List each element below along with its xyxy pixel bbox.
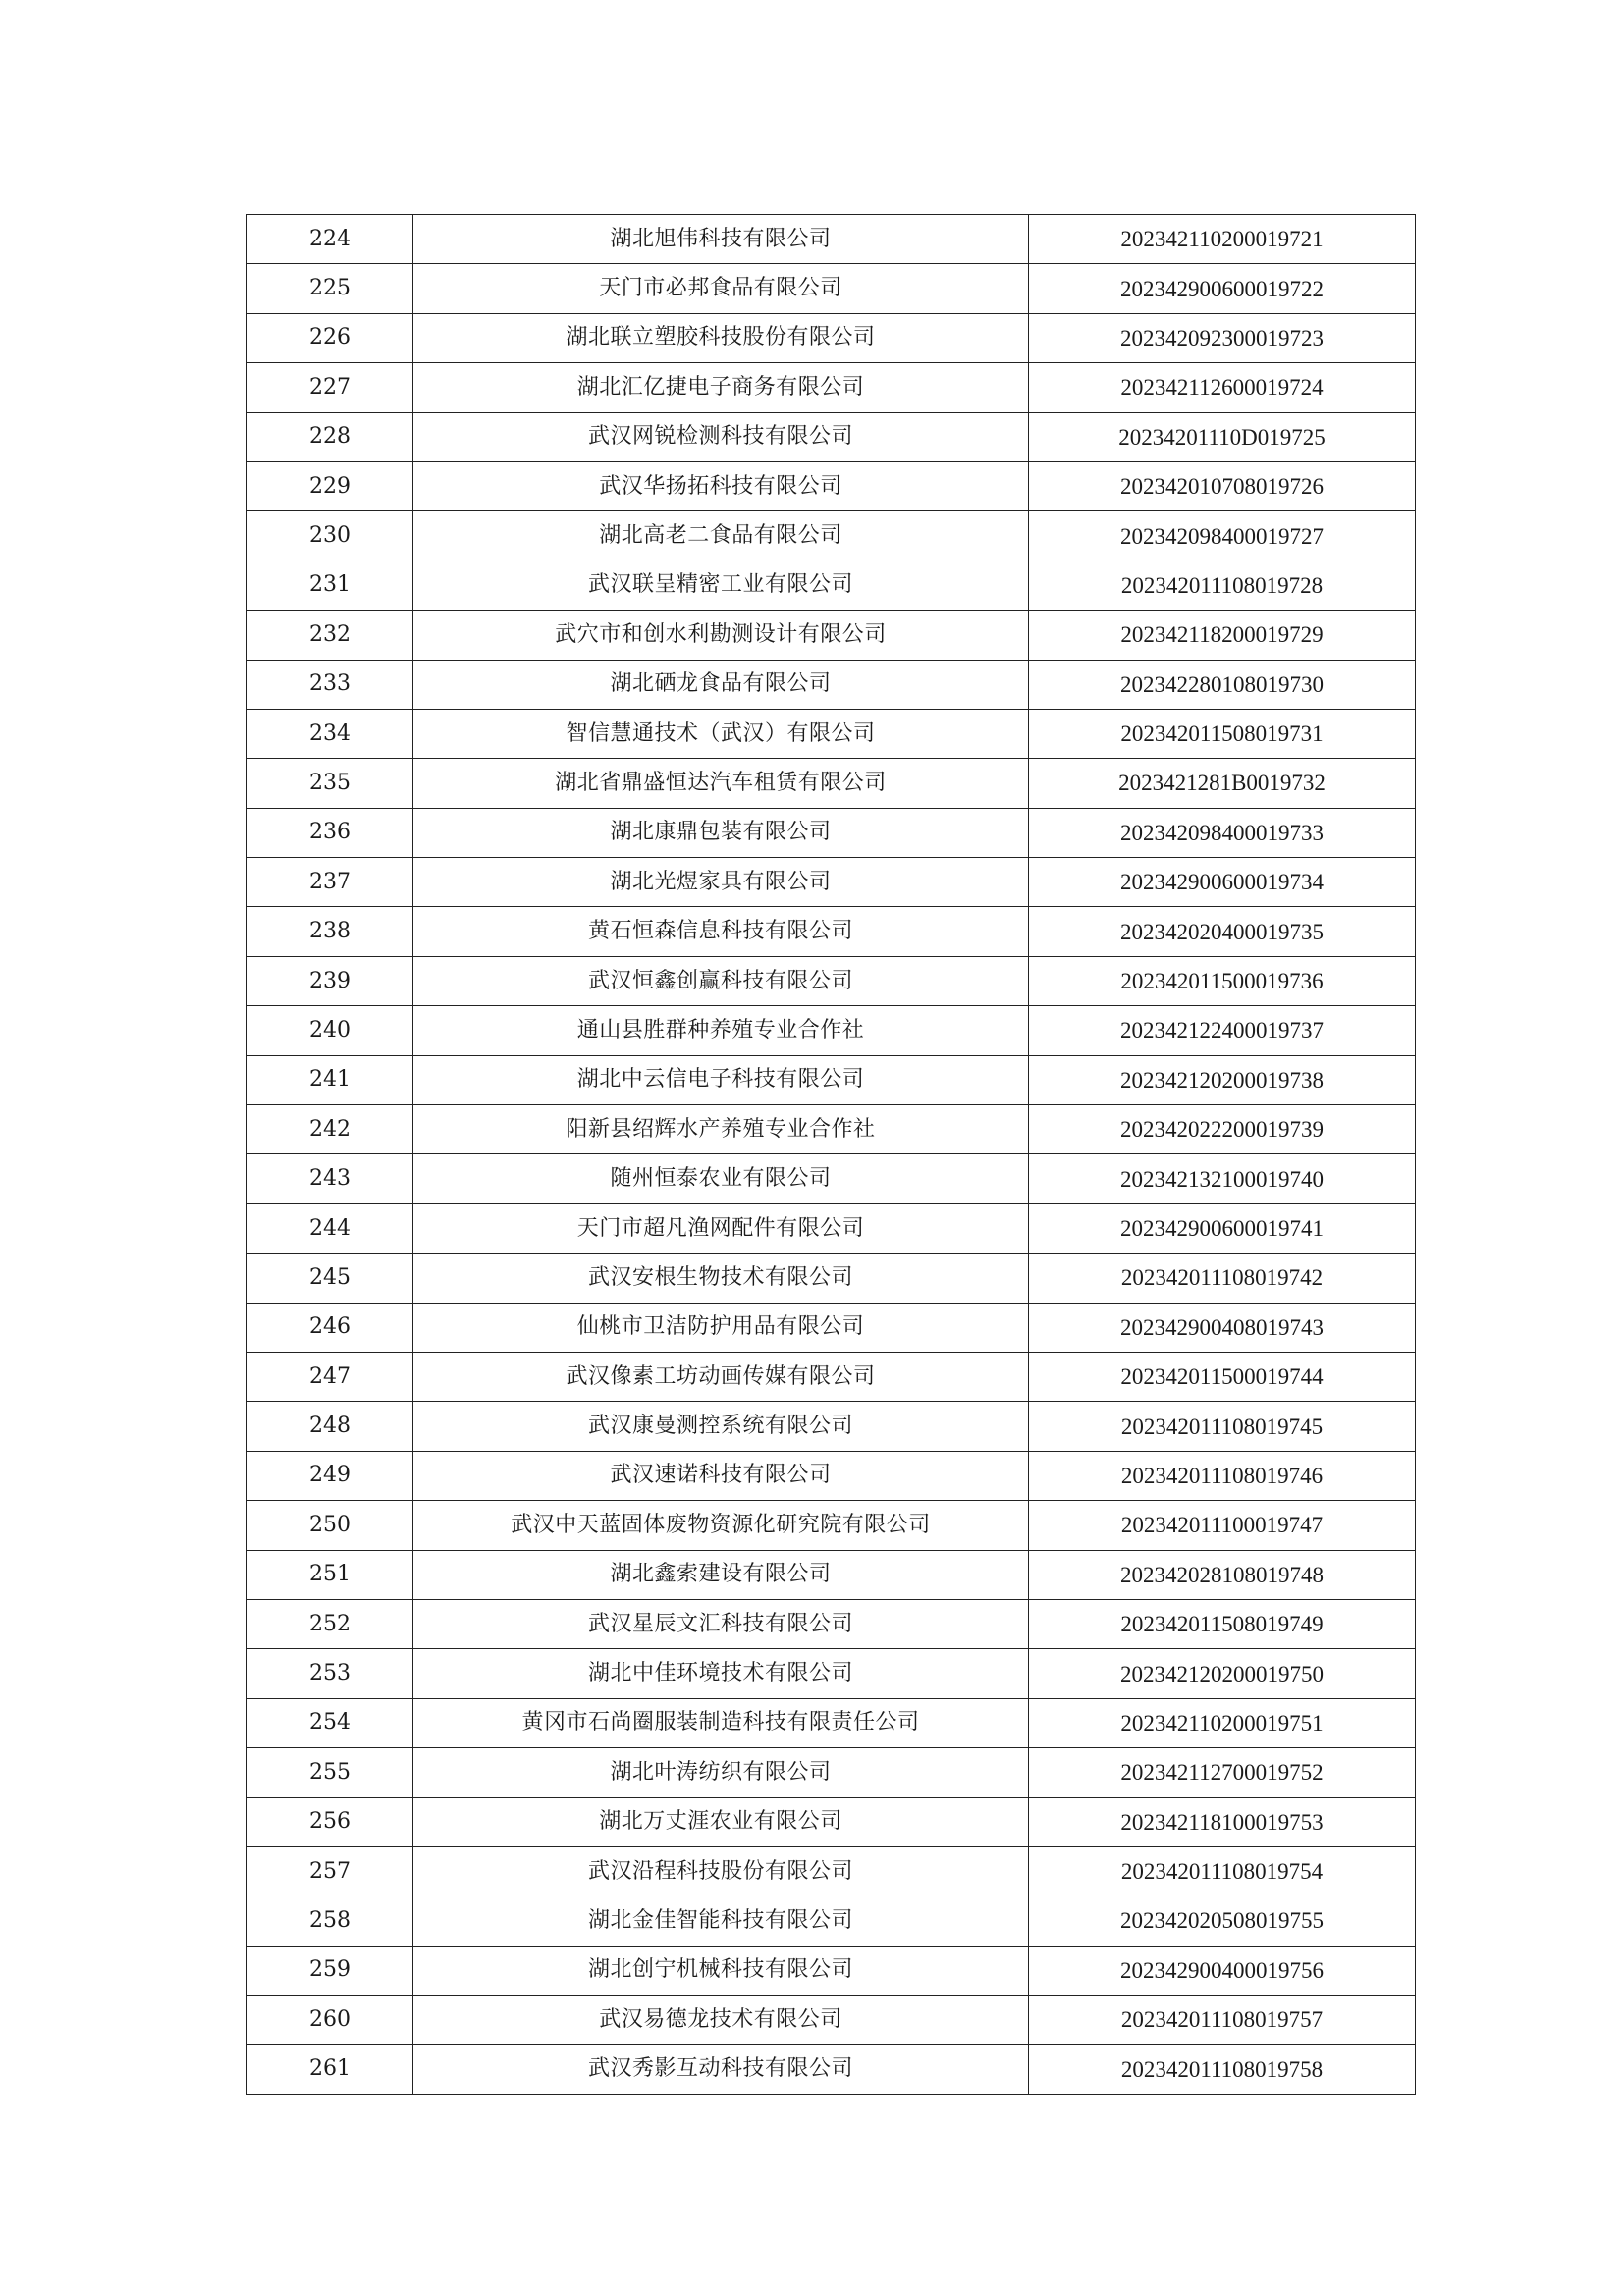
registration-code-cell: 202342110200019751 (1029, 1698, 1416, 1747)
registration-code-cell: 202342122400019737 (1029, 1006, 1416, 1055)
table-row (247, 1451, 1416, 1500)
row-number-cell: 255 (247, 1748, 413, 1797)
table-row (247, 1748, 1416, 1797)
row-number-cell: 240 (247, 1006, 413, 1055)
company-name-cell: 湖北旭伟科技有限公司 (413, 215, 1029, 264)
table-row (247, 1402, 1416, 1451)
company-name-cell: 武汉恒鑫创赢科技有限公司 (413, 956, 1029, 1005)
registration-code-cell: 202342011508019749 (1029, 1599, 1416, 1648)
registration-code-cell: 202342011108019742 (1029, 1254, 1416, 1303)
row-number-cell: 237 (247, 858, 413, 907)
company-name-cell: 黄石恒森信息科技有限公司 (413, 907, 1029, 956)
registration-code-cell: 202342120200019738 (1029, 1055, 1416, 1104)
registration-code-cell: 202342010708019726 (1029, 461, 1416, 510)
company-name-cell: 湖北联立塑胶科技股份有限公司 (413, 313, 1029, 362)
registration-code-cell: 202342900408019743 (1029, 1303, 1416, 1352)
table-row (247, 1254, 1416, 1303)
company-name-cell: 湖北汇亿捷电子商务有限公司 (413, 363, 1029, 412)
table-row (247, 1055, 1416, 1104)
row-number-cell: 245 (247, 1254, 413, 1303)
registration-code-cell: 2023421281B0019732 (1029, 759, 1416, 808)
company-name-cell: 湖北康鼎包装有限公司 (413, 808, 1029, 857)
company-name-cell: 武汉秀影互动科技有限公司 (413, 2045, 1029, 2094)
table-row (247, 1698, 1416, 1747)
company-name-cell: 武汉康曼测控系统有限公司 (413, 1402, 1029, 1451)
registration-code-cell: 202342098400019727 (1029, 511, 1416, 561)
company-name-cell: 天门市必邦食品有限公司 (413, 264, 1029, 313)
row-number-cell: 236 (247, 808, 413, 857)
registration-code-cell: 202342900600019722 (1029, 264, 1416, 313)
registration-code-cell: 202342132100019740 (1029, 1154, 1416, 1203)
table-row (247, 1996, 1416, 2045)
row-number-cell: 233 (247, 660, 413, 709)
company-name-cell: 湖北中云信电子科技有限公司 (413, 1055, 1029, 1104)
table-row (247, 1896, 1416, 1946)
company-name-cell: 湖北鑫索建设有限公司 (413, 1550, 1029, 1599)
row-number-cell: 238 (247, 907, 413, 956)
company-name-cell: 武汉安根生物技术有限公司 (413, 1254, 1029, 1303)
table-row (247, 1352, 1416, 1401)
company-name-cell: 随州恒泰农业有限公司 (413, 1154, 1029, 1203)
registration-code-cell: 202342092300019723 (1029, 313, 1416, 362)
row-number-cell: 229 (247, 461, 413, 510)
row-number-cell: 242 (247, 1105, 413, 1154)
registration-code-cell: 202342011108019728 (1029, 561, 1416, 610)
table-row (247, 1203, 1416, 1253)
table-row (247, 1797, 1416, 1846)
row-number-cell: 231 (247, 561, 413, 610)
table-row (247, 808, 1416, 857)
company-name-cell: 武穴市和创水利勘测设计有限公司 (413, 611, 1029, 660)
row-number-cell: 251 (247, 1550, 413, 1599)
company-name-cell: 天门市超凡渔网配件有限公司 (413, 1203, 1029, 1253)
company-name-cell: 湖北创宁机械科技有限公司 (413, 1946, 1029, 1995)
row-number-cell: 256 (247, 1797, 413, 1846)
registration-code-cell: 202342120200019750 (1029, 1649, 1416, 1698)
table-row (247, 1006, 1416, 1055)
registration-code-cell: 202342280108019730 (1029, 660, 1416, 709)
row-number-cell: 247 (247, 1352, 413, 1401)
row-number-cell: 253 (247, 1649, 413, 1698)
company-name-cell: 湖北高老二食品有限公司 (413, 511, 1029, 561)
row-number-cell: 260 (247, 1996, 413, 2045)
registration-code-cell: 202342011108019754 (1029, 1846, 1416, 1896)
company-name-cell: 武汉网锐检测科技有限公司 (413, 412, 1029, 461)
row-number-cell: 250 (247, 1501, 413, 1550)
table-row (247, 956, 1416, 1005)
registration-code-cell: 202342118200019729 (1029, 611, 1416, 660)
registration-code-cell: 202342011108019757 (1029, 1996, 1416, 2045)
table-row (247, 313, 1416, 362)
table-row (247, 264, 1416, 313)
table-row (247, 2045, 1416, 2094)
row-number-cell: 252 (247, 1599, 413, 1648)
company-name-cell: 武汉星辰文汇科技有限公司 (413, 1599, 1029, 1648)
table-row (247, 461, 1416, 510)
registration-code-cell: 202342022200019739 (1029, 1105, 1416, 1154)
row-number-cell: 239 (247, 956, 413, 1005)
company-name-cell: 湖北叶涛纺织有限公司 (413, 1748, 1029, 1797)
company-name-cell: 湖北光煜家具有限公司 (413, 858, 1029, 907)
company-name-cell: 仙桃市卫洁防护用品有限公司 (413, 1303, 1029, 1352)
registration-code-cell: 202342112600019724 (1029, 363, 1416, 412)
registration-code-cell: 202342011100019747 (1029, 1501, 1416, 1550)
table-row (247, 759, 1416, 808)
table-row (247, 1501, 1416, 1550)
company-name-cell: 智信慧通技术（武汉）有限公司 (413, 709, 1029, 758)
row-number-cell: 261 (247, 2045, 413, 2094)
company-name-cell: 湖北金佳智能科技有限公司 (413, 1896, 1029, 1946)
table-row (247, 907, 1416, 956)
row-number-cell: 224 (247, 215, 413, 264)
company-name-cell: 湖北万丈涯农业有限公司 (413, 1797, 1029, 1846)
table-row (247, 561, 1416, 610)
row-number-cell: 259 (247, 1946, 413, 1995)
registration-code-cell: 202342098400019733 (1029, 808, 1416, 857)
registration-code-cell: 202342011108019758 (1029, 2045, 1416, 2094)
table-body (247, 215, 1416, 2095)
table-row (247, 363, 1416, 412)
table-row (247, 1599, 1416, 1648)
row-number-cell: 226 (247, 313, 413, 362)
row-number-cell: 230 (247, 511, 413, 561)
row-number-cell: 235 (247, 759, 413, 808)
row-number-cell: 234 (247, 709, 413, 758)
registration-code-cell: 20234201110D019725 (1029, 412, 1416, 461)
row-number-cell: 254 (247, 1698, 413, 1747)
row-number-cell: 241 (247, 1055, 413, 1104)
table-row (247, 1846, 1416, 1896)
registration-code-cell: 202342118100019753 (1029, 1797, 1416, 1846)
row-number-cell: 232 (247, 611, 413, 660)
row-number-cell: 228 (247, 412, 413, 461)
company-name-cell: 通山县胜群种养殖专业合作社 (413, 1006, 1029, 1055)
table-row (247, 215, 1416, 264)
registration-code-cell: 202342110200019721 (1029, 215, 1416, 264)
company-name-cell: 武汉像素工坊动画传媒有限公司 (413, 1352, 1029, 1401)
registration-code-cell: 202342011108019745 (1029, 1402, 1416, 1451)
registration-code-cell: 202342028108019748 (1029, 1550, 1416, 1599)
company-name-cell: 湖北中佳环境技术有限公司 (413, 1649, 1029, 1698)
row-number-cell: 257 (247, 1846, 413, 1896)
table-row (247, 1649, 1416, 1698)
table-row (247, 1154, 1416, 1203)
registration-code-cell: 202342020508019755 (1029, 1896, 1416, 1946)
row-number-cell: 248 (247, 1402, 413, 1451)
registration-code-cell: 202342900400019756 (1029, 1946, 1416, 1995)
row-number-cell: 258 (247, 1896, 413, 1946)
row-number-cell: 243 (247, 1154, 413, 1203)
company-name-cell: 阳新县绍辉水产养殖专业合作社 (413, 1105, 1029, 1154)
table-row (247, 1303, 1416, 1352)
table-row (247, 1105, 1416, 1154)
registration-code-cell: 202342011508019731 (1029, 709, 1416, 758)
row-number-cell: 225 (247, 264, 413, 313)
table-row (247, 709, 1416, 758)
row-number-cell: 227 (247, 363, 413, 412)
table-row (247, 660, 1416, 709)
registration-code-cell: 202342011500019744 (1029, 1352, 1416, 1401)
company-name-cell: 黄冈市石尚圈服装制造科技有限责任公司 (413, 1698, 1029, 1747)
row-number-cell: 244 (247, 1203, 413, 1253)
company-name-cell: 武汉易德龙技术有限公司 (413, 1996, 1029, 2045)
registration-code-cell: 202342020400019735 (1029, 907, 1416, 956)
company-name-cell: 武汉沿程科技股份有限公司 (413, 1846, 1029, 1896)
table-row (247, 858, 1416, 907)
row-number-cell: 246 (247, 1303, 413, 1352)
row-number-cell: 249 (247, 1451, 413, 1500)
table-row (247, 511, 1416, 561)
registration-code-cell: 202342112700019752 (1029, 1748, 1416, 1797)
company-name-cell: 武汉华扬拓科技有限公司 (413, 461, 1029, 510)
table-row (247, 1550, 1416, 1599)
company-name-cell: 武汉中天蓝固体废物资源化研究院有限公司 (413, 1501, 1029, 1550)
company-list-table (246, 214, 1416, 2095)
registration-code-cell: 202342900600019734 (1029, 858, 1416, 907)
registration-code-cell: 202342900600019741 (1029, 1203, 1416, 1253)
registration-code-cell: 202342011108019746 (1029, 1451, 1416, 1500)
table-row (247, 1946, 1416, 1995)
table-row (247, 412, 1416, 461)
company-name-cell: 湖北省鼎盛恒达汽车租赁有限公司 (413, 759, 1029, 808)
table-row (247, 611, 1416, 660)
registration-code-cell: 202342011500019736 (1029, 956, 1416, 1005)
company-name-cell: 武汉联呈精密工业有限公司 (413, 561, 1029, 610)
company-name-cell: 武汉速诺科技有限公司 (413, 1451, 1029, 1500)
company-name-cell: 湖北硒龙食品有限公司 (413, 660, 1029, 709)
